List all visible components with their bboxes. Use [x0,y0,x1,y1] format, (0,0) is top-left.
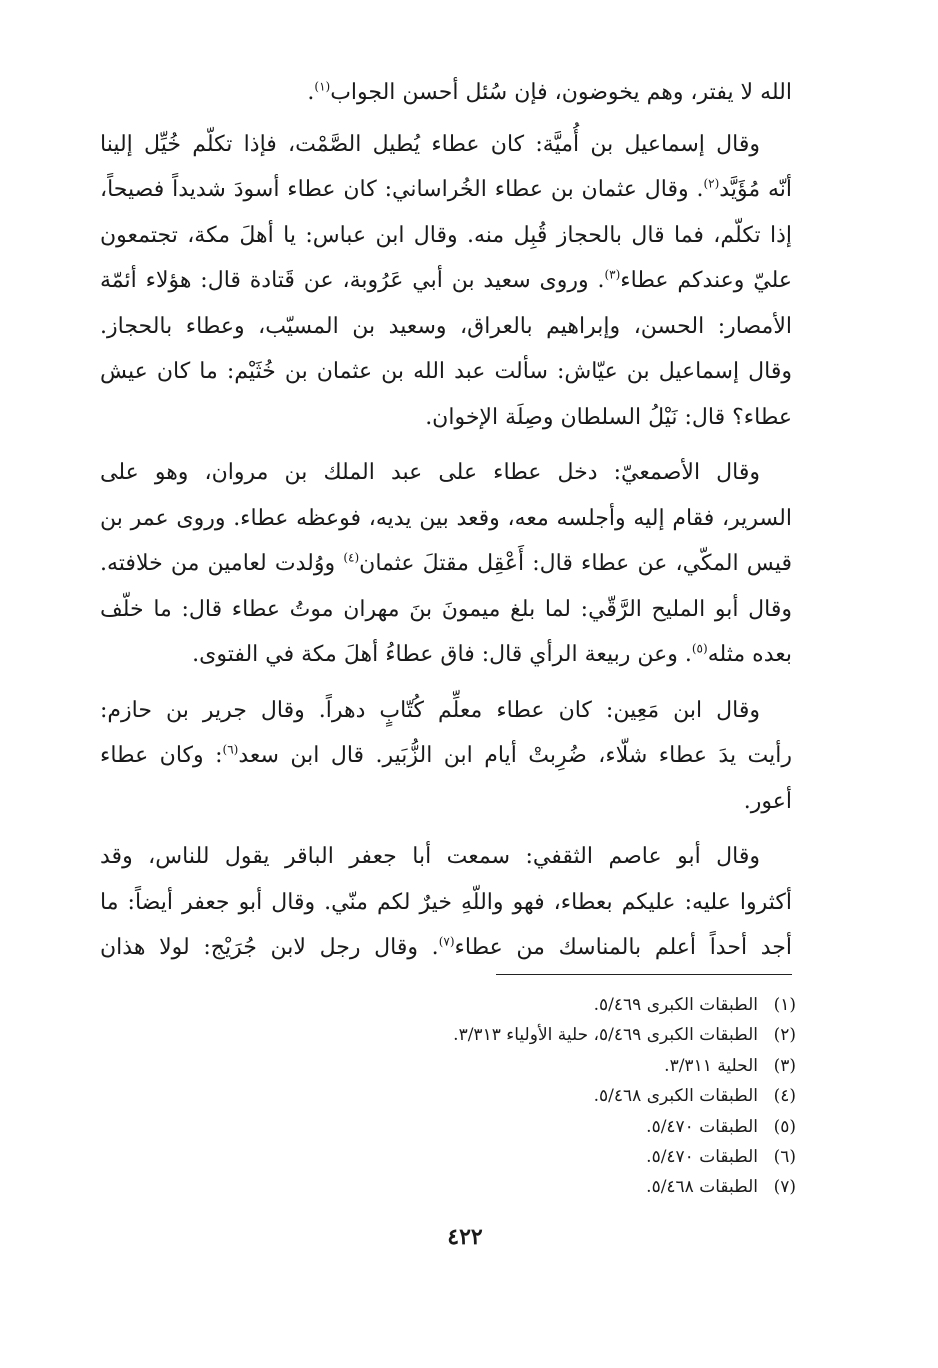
footnote-ref[interactable]: (١) [314,79,331,94]
paragraph-1 [100,122,792,441]
footnote-ref[interactable]: (٢) [703,176,720,191]
footnote-ref[interactable]: (٦) [222,742,239,757]
footnote-text: الطبقات الكبرى ٥/٤٦٩، حلية الأولياء ٣/٣١٣. [453,1025,758,1046]
paragraph-0 [100,70,792,116]
text-line: الأمصار: الحسن، وإبراهيم بالعراق، وسعيد بن المسيّب، وعطاء بالحجاز. [100,313,792,339]
text-line [100,632,792,678]
footnote-item [300,1051,796,1081]
text-line: أعور. [743,788,792,814]
text-segment: . وقال رجل لابن جُرَيْج: لولا هذان [100,935,439,960]
text-line: وقال إسماعيل بن أُميَّة: كان عطاء يُطيل الصَّمْت، فإذا تكلّم خُيِّل إلينا [100,131,760,157]
text-segment: . وعن ربيعة الرأي قال: فاق عطاءُ أهلَ مكة في الفتوى. [192,642,692,667]
text-segment: رأيت يدَ عطاء شلّاء، ضُرِبتْ أيام ابن الزُّبَير. قال ابن سعد [238,743,792,768]
footnote-text: الحلية ٣/٣١١. [664,1055,758,1076]
page-number: ٤٢٢ [447,1224,483,1250]
footnote-number: (٦) [773,1147,796,1168]
text-segment: عليّ وعندكم عطاء [620,268,792,293]
main-text [100,70,792,981]
footnote-divider [496,974,792,975]
footnote-number: (٣) [773,1055,796,1076]
footnote-text: الطبقات ٥/٤٧٠. [646,1116,758,1137]
footnote-ref[interactable]: (٣) [604,267,621,282]
text-segment: الله لا يفتر، وهم يخوضون، فإن سُئل أحسن الجواب [330,80,792,105]
footnote-ref[interactable]: (٧) [438,934,455,949]
text-line [100,167,792,213]
footnote-item [300,1172,796,1202]
text-segment: ووُلدت لعامين من خلافته. [100,551,336,576]
text-line: عطاء؟ قال: نَيْلُ السلطان وصِلَة الإخوان. [425,404,792,430]
text-line [100,258,792,304]
text-line: وقال أبو المليح الرَّقّي: لما بلغ ميمونَ بنَ مهران موتُ عطاء قال: ما خلّف [100,596,792,622]
footnote-item [300,1020,796,1050]
text-line: إذا تكلّم، فما قال بالحجاز قُبِل منه. وقال ابن عباس: يا أهلَ مكة، تجتمعون [100,222,792,248]
text-segment: أنّه مُؤَيَّد [719,177,792,202]
text-segment: أجد أحداً أعلم بالمناسك من عطاء [454,935,792,960]
footnote-item [300,990,796,1020]
footnote-number: (٧) [773,1177,796,1198]
text-segment: : وكان عطاء [100,743,223,768]
text-line: السرير، فقام إليه وأجلسه معه، وقعد بين يديه، فوعظه عطاء. وروى عمر بن [100,505,792,531]
footnote-text: الطبقات الكبرى ٥/٤٦٩. [593,995,758,1015]
footnote-number: (٤) [773,1086,796,1107]
footnote-number: (٥) [773,1116,796,1137]
footnote-number: (١) [773,995,796,1015]
text-line: وقال أبو عاصم الثقفي: سمعت أبا جعفر الباقر يقول للناس، وقد [100,844,760,869]
text-line: وقال ابن مَعِين: كان عطاء معلِّم كُتّابٍ دهراً. وقال جرير بن حازم: [100,697,760,723]
footnote-text: الطبقات ٥/٤٧٠. [646,1147,758,1168]
footnote-ref[interactable]: (٥) [691,641,708,656]
paragraph-4 [100,834,792,971]
text-line: وقال الأصمعيّ: دخل عطاء على عبد الملك بن مروان، وهو على [100,460,760,485]
text-line [100,541,792,587]
footnote-item [300,1081,796,1111]
text-segment: بعده مثله [707,642,792,667]
footnote-text: الطبقات الكبرى ٥/٤٦٨. [593,1086,758,1107]
footnote-text: الطبقات ٥/٤٦٨. [646,1177,758,1198]
footnotes [300,990,796,1203]
text-segment: . وروى سعيد بن أبي عَرُوبة، عن قَتادة قال: هؤلاء أئمّة [100,268,605,293]
paragraph-2 [100,450,792,678]
text-segment: . [307,80,315,105]
text-line [100,70,792,116]
footnote-item [300,1142,796,1172]
text-line [100,925,792,971]
text-line: أكثروا عليه: عليكم بعطاء، فهو واللّهِ خيرٌ لكم منّي. وقال أبو جعفر أيضاً: ما [100,889,792,915]
footnote-number: (٢) [773,1025,796,1046]
paragraph-3 [100,688,792,825]
text-line [100,733,792,779]
text-segment: قيس المكّي، عن عطاء قال: أَعْقِل مقتلَ عثمان [359,551,793,576]
text-segment: . وقال عثمان بن عطاء الخُراساني: كان عطاء أسودَ شديداً فصيحاً، [100,177,704,202]
footnote-item [300,1112,796,1142]
footnote-ref[interactable]: (٤) [343,550,360,565]
text-line: وقال إسماعيل بن عيّاش: سألت عبد الله بن عثمان بن خُثَيْم: ما كان عيش [100,359,792,384]
